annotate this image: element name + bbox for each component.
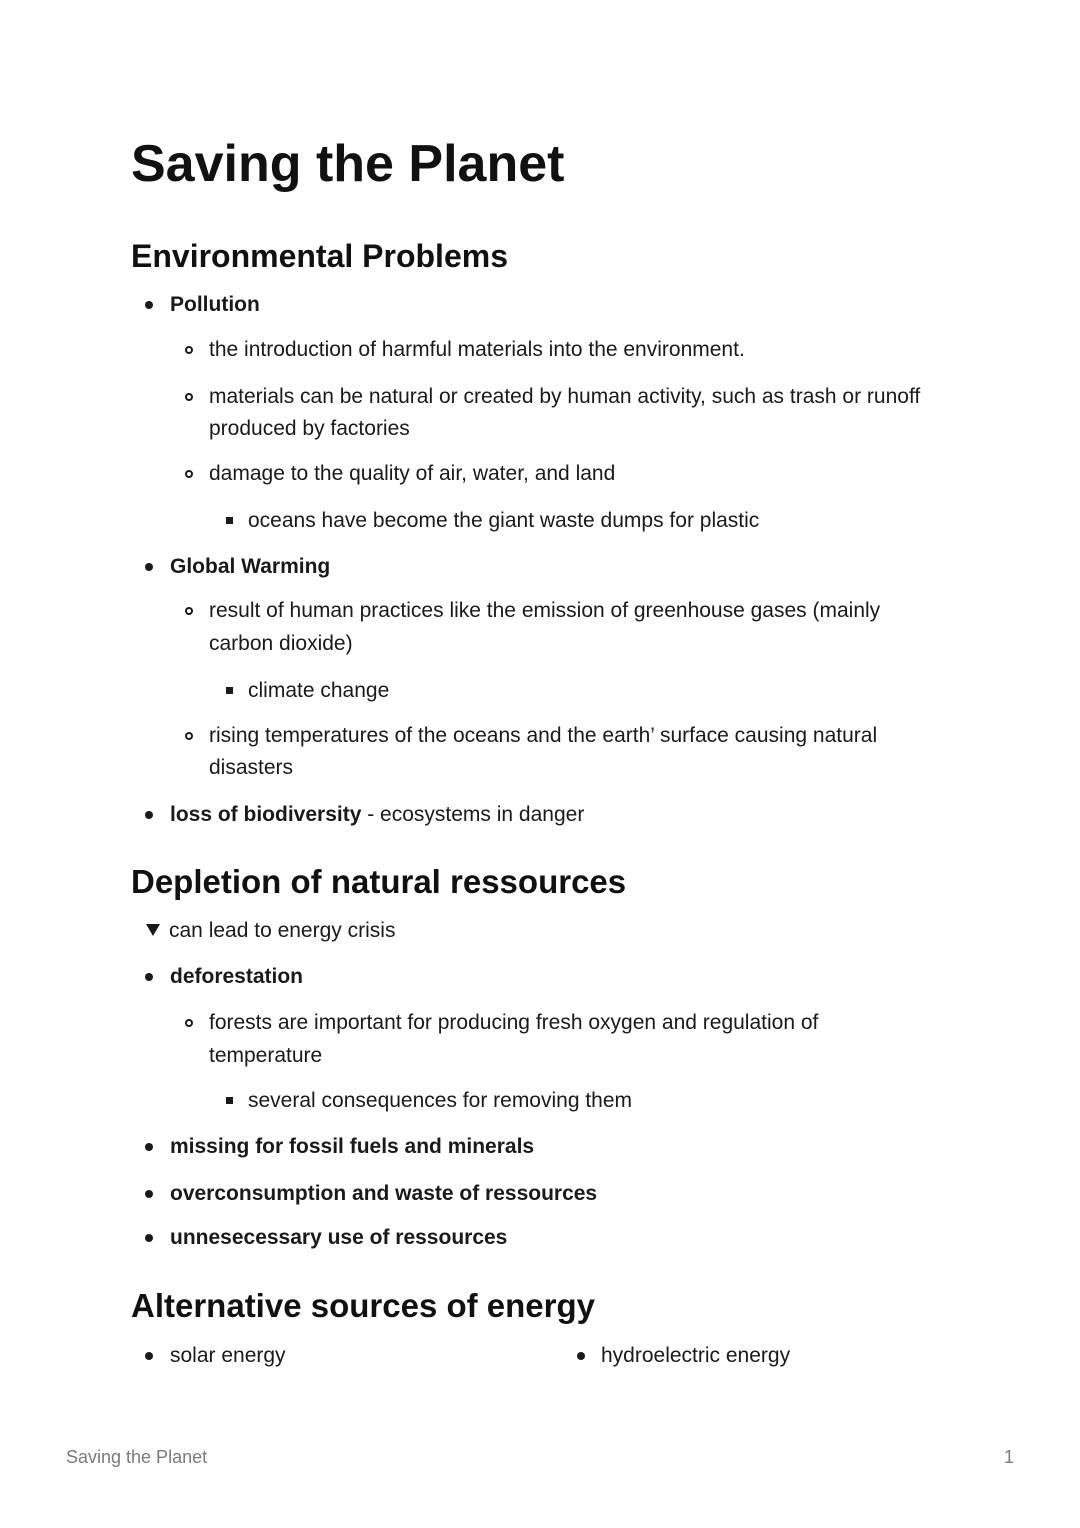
bullet-disc-icon	[145, 1143, 153, 1151]
bullet-disc-icon	[145, 811, 153, 819]
footer-document-title: Saving the Planet	[66, 1447, 208, 1467]
page-title: Saving the Planet	[131, 135, 565, 193]
list-item-deforestation: deforestation	[170, 965, 304, 988]
biodiversity-label: loss of biodiversity	[170, 803, 362, 826]
bullet-disc-icon	[145, 1190, 153, 1198]
list-item-pollution-materials-cont: produced by factories	[209, 417, 410, 440]
heading-environmental-problems: Environmental Problems	[131, 238, 508, 274]
bullet-square-icon	[226, 1097, 233, 1104]
list-item-pollution: Pollution	[170, 293, 260, 316]
bullet-disc-icon	[145, 563, 153, 571]
bullet-disc-icon	[145, 301, 153, 309]
list-item-hydroelectric-energy: hydroelectric energy	[601, 1344, 791, 1367]
list-item-consequences: several consequences for removing them	[248, 1089, 633, 1112]
list-item-rising-temperatures-cont: disasters	[209, 756, 294, 779]
bullet-circle-icon	[185, 732, 193, 740]
list-item-forests: forests are important for producing fresh oxygen and regulation of	[209, 1011, 819, 1034]
heading-alternative-energy: Alternative sources of energy	[131, 1287, 595, 1324]
list-item-oceans: oceans have become the giant waste dumps for plastic	[248, 509, 760, 532]
heading-depletion: Depletion of natural ressources	[131, 863, 627, 900]
footer-page-number: 1	[1003, 1447, 1014, 1467]
bullet-disc-icon	[145, 1352, 153, 1360]
list-item-warming-cause-cont: carbon dioxide)	[209, 632, 353, 655]
bullet-circle-icon	[185, 607, 193, 615]
list-item-biodiversity	[170, 798, 584, 831]
list-item-rising-temperatures: rising temperatures of the oceans and the earth’ surface causing natural	[209, 724, 878, 747]
list-item-warming-cause: result of human practices like the emission of greenhouse gases (mainly	[209, 599, 881, 622]
list-item-global-warming: Global Warming	[170, 555, 331, 578]
bullet-circle-icon	[185, 1019, 193, 1027]
bullet-circle-icon	[185, 393, 193, 401]
list-item-pollution-damage: damage to the quality of air, water, and land	[209, 462, 616, 485]
bullet-disc-icon	[145, 973, 153, 981]
bullet-circle-icon	[185, 470, 193, 478]
list-item-pollution-materials: materials can be natural or created by human activity, such as trash or runoff	[209, 385, 921, 408]
bullet-disc-icon	[577, 1352, 585, 1360]
bullet-disc-icon	[145, 1234, 153, 1242]
toggle-energy-crisis[interactable]: can lead to energy crisis	[169, 919, 396, 942]
list-item-solar-energy: solar energy	[170, 1344, 286, 1367]
bullet-square-icon	[226, 517, 233, 524]
bullet-square-icon	[226, 687, 233, 694]
biodiversity-description: - ecosystems in danger	[361, 803, 585, 826]
list-item-fossil-fuels: missing for fossil fuels and minerals	[170, 1135, 535, 1158]
list-item-unnecessary-use: unnesecessary use of ressources	[170, 1226, 508, 1249]
list-item-overconsumption: overconsumption and waste of ressources	[170, 1182, 598, 1205]
list-item-pollution-definition: the introduction of harmful materials into the environment.	[209, 338, 745, 361]
list-item-forests-cont: temperature	[209, 1044, 323, 1067]
bullet-circle-icon	[185, 346, 193, 354]
list-item-climate-change: climate change	[248, 679, 390, 702]
toggle-triangle-icon[interactable]	[146, 924, 160, 936]
